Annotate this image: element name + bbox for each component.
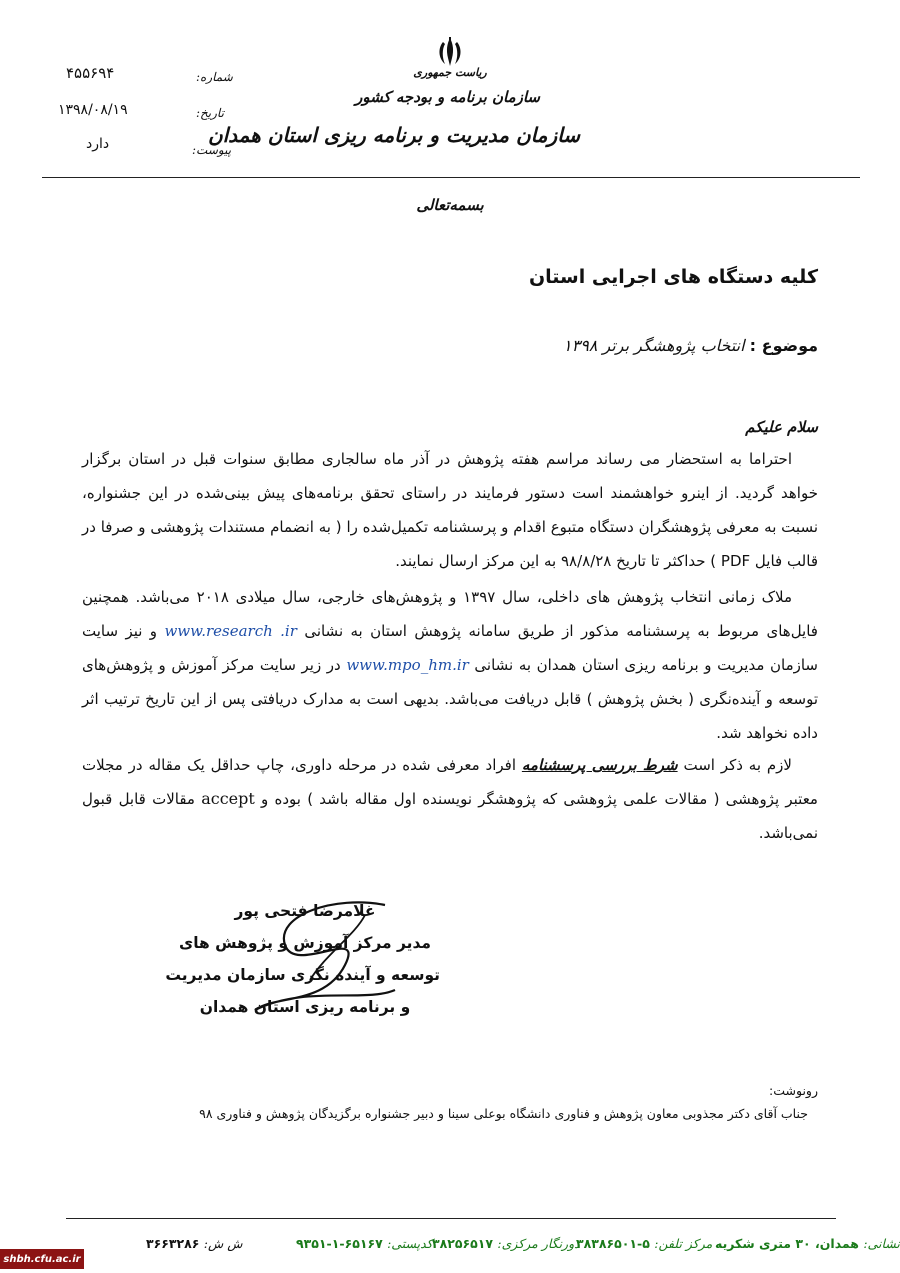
body-paragraph-1: احتراما به استحضار می رساند مراسم هفته پژوهش در آذر ماه سالجاری مطابق سنوات قبل در استان برگزار خواهد گردید. از اینرو خواهشمند است دستور فرمایند در راستای تحقق برنامه‌های پیش بینی‌شده در این جشنواره، نسبت به معرفی پژوهشگران دستگاه متبوع اقدام و پرسشنامه تکمیل‌شده را ( به انضمام مستندات پژوهشی و صرفا در قالب فایل PDF ) حداکثر تا تاریخ ۹۸/۸/۲۸ به این مرکز ارسال نمایند. xyxy=(82,450,818,570)
postal-label: کدپستی: xyxy=(387,1236,433,1251)
p2-text-c: در زیر سایت مرکز آموزش و پژوهش‌های توسعه و آینده‌نگری ( بخش پژوهش ) قابل دریافت می‌باشد. بدیهی است به مدارک دریافتی پس از این تاریخ ترتیب اثر داده نخواهد شد. xyxy=(82,656,818,742)
id-value: ۳۶۶۳۲۸۶ xyxy=(146,1236,200,1251)
postal-value: ۶۵۱۶۷-۱-۹۳۵۱ xyxy=(296,1236,383,1251)
greeting: سلام علیکم xyxy=(745,418,818,436)
subject-line xyxy=(563,336,818,355)
provincial-org-name: سازمان مدیریت و برنامه ریزی استان همدان xyxy=(207,123,580,147)
recipient-heading: کلیه دستگاه های اجرایی استان xyxy=(528,266,818,288)
id-label: ش ش: xyxy=(203,1236,243,1251)
footer-fax xyxy=(432,1236,580,1251)
header-divider xyxy=(42,177,860,178)
p2-text-a: ملاک زمانی انتخاب پژوهش های داخلی، سال ۱۳۹۷ و پژوهش‌های خارجی، سال میلادی ۲۰۱۸ می‌باشد. همچنین فایل‌های مربوط به پرسشنامه مذکور از طریق سامانه پژوهش استان به نشانی xyxy=(82,588,818,640)
p3-text-b: افراد معرفی شده در مرحله داوری، چاپ حداقل یک مقاله در مجلات معتبر پژوهشی ( مقالات علمی پژوهشی که پژوهشگر نویسنده اول مقاله باشد ) بوده و xyxy=(82,756,818,808)
national-org-name: سازمان برنامه و بودجه کشور xyxy=(355,88,540,106)
number-label: شماره: xyxy=(196,70,233,84)
p2-text-b: و نیز سایت سازمان مدیریت و برنامه ریزی استان همدان به نشانی xyxy=(82,622,818,674)
footer-postal xyxy=(296,1236,433,1251)
attachment-value: دارد xyxy=(86,136,110,152)
signer-title-2: توسعه و آینده نگری سازمان مدیریت xyxy=(165,966,440,984)
signer-name: غلامرضا فتحی پور xyxy=(234,902,376,920)
date-label: تاریخ: xyxy=(196,106,224,120)
basmala: بسمه‌تعالی xyxy=(416,196,484,214)
mpo-site-link[interactable]: www.mpo_hm.ir xyxy=(346,656,469,674)
signer-title-3: و برنامه ریزی استان همدان xyxy=(199,998,411,1016)
handwritten-signature-icon xyxy=(215,885,415,1025)
p3-accept: accept xyxy=(201,789,255,808)
cc-recipient: جناب آقای دکتر مجذوبی معاون پژوهش و فناوری دانشگاه بوعلی سینا و دبیر جشنواره برگزیدگان پژوهش و فناوری ۹۸ xyxy=(199,1106,808,1121)
footer-divider xyxy=(66,1218,836,1219)
letter-number: ۴۵۵۶۹۴ xyxy=(66,64,115,82)
p3-emphasis: شرط بررسی پرسشنامه xyxy=(521,756,678,774)
address-value: همدان، ۳۰ متری شکریه xyxy=(715,1236,859,1251)
presidency-label: ریاست جمهوری xyxy=(413,66,487,79)
p3-text-c: مقالات قابل قبول نمی‌باشد. xyxy=(82,790,818,842)
body-paragraph-3 xyxy=(82,748,818,850)
cc-label: رونوشت: xyxy=(769,1083,818,1098)
fax-value: ۳۸۲۵۶۵۱۷ xyxy=(432,1236,494,1251)
address-label: نشانی: xyxy=(863,1236,900,1251)
subject-label: موضوع : xyxy=(749,336,818,355)
p3-text-a: لازم به ذکر است xyxy=(683,756,792,774)
footer-id xyxy=(146,1236,242,1251)
footer-phone xyxy=(576,1236,712,1251)
research-site-link[interactable]: www.research .ir xyxy=(164,622,297,640)
attachment-label: پیوست: xyxy=(192,143,232,157)
fax-label: دورنگار مرکزی: xyxy=(497,1236,580,1251)
phone-label: مرکز تلفن: xyxy=(654,1236,713,1251)
signer-title-1: مدیر مرکز آموزش و پژوهش های xyxy=(179,934,431,952)
site-watermark-badge: shbh.cfu.ac.ir xyxy=(0,1249,84,1269)
phone-value: ۵-۳۸۳۸۶۵۰۱ xyxy=(576,1236,650,1251)
footer-address xyxy=(715,1236,900,1251)
iran-emblem-icon xyxy=(434,36,466,70)
body-paragraph-2 xyxy=(82,580,818,750)
subject-text: انتخاب پژوهشگر برتر ۱۳۹۸ xyxy=(563,336,745,355)
letter-date: ۱۳۹۸/۰۸/۱۹ xyxy=(58,102,128,118)
